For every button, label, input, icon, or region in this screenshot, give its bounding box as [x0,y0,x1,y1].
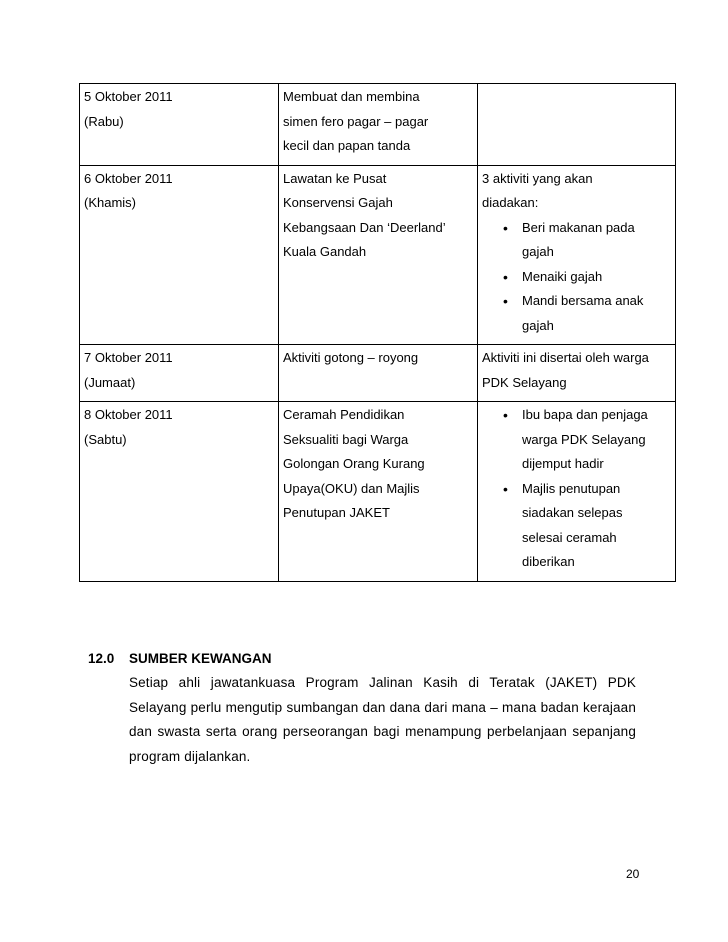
activity-line: Konservensi Gajah [283,195,393,210]
notes-line: PDK Selayang [482,374,567,390]
date-text: 6 Oktober 2011 [84,170,173,186]
section-sumber-kewangan [88,647,636,769]
list-item [482,289,671,338]
section-heading [88,647,636,671]
notes-cell [478,402,676,582]
activity-line: Golongan Orang Kurang [283,456,425,471]
list-item [482,477,671,575]
notes-line: 3 aktiviti yang akan [482,170,593,186]
activity-line: Lawatan ke Pusat [283,170,387,186]
bullet-line: warga PDK Selayang [522,431,646,447]
section-body: Setiap ahli jawatankuasa Program Jalinan Kasih di Teratak (JAKET) PDK Selayang perlu mengutip sumbangan dan dana dari mana – mana badan kerajaan dan swasta serta orang perseorangan bagi menampung perbelanjaan sepanjang program dijalankan. [129,675,636,764]
notes-bullet-list [482,403,671,575]
activity-line: simen fero pagar – pagar [283,113,429,129]
activity-line: kecil dan papan tanda [283,138,411,153]
list-item [482,265,671,290]
section-title: SUMBER KEWANGAN [129,651,272,666]
bullet-line: • Beri makanan pada [522,219,635,235]
date-text: 8 Oktober 2011 [84,407,173,422]
page-number: 20 [626,867,640,881]
date-text: 5 Oktober 2011 [84,89,173,104]
notes-line: Aktiviti ini disertai oleh warga [482,350,649,365]
activity-line: Ceramah Pendidikan [283,407,405,422]
activity-line: Membuat dan membina [283,89,420,104]
bullet-line: • Ibu bapa dan penjaga [522,407,648,422]
activity-line: Kebangsaan Dan ‘Deerland’ [283,219,446,235]
activity-line: Aktiviti gotong – royong [283,350,419,365]
date-cell [80,402,279,582]
day-text: (Khamis) [84,195,137,210]
activity-line: Upaya(OKU) dan Majlis [283,480,420,496]
list-item [482,403,671,477]
activity-cell [279,402,478,582]
bullet-line: gajah [522,317,554,333]
notes-cell [478,165,676,345]
bullet-line: • Majlis penutupan [522,480,621,496]
day-text: (Jumaat) [84,374,136,390]
bullet-line: gajah [522,244,554,259]
activity-line: Kuala Gandah [283,244,367,259]
table-row [80,345,676,402]
schedule-table-body [80,84,676,582]
notes-bullet-list [482,216,671,339]
date-cell [80,84,279,166]
date-cell [80,345,279,402]
activity-cell [279,345,478,402]
day-text: (Rabu) [84,113,124,129]
table-row [80,84,676,166]
day-text: (Sabtu) [84,431,127,447]
date-cell [80,165,279,345]
bullet-line: • Mandi bersama anak [522,293,644,308]
table-row [80,402,676,582]
bullet-line: siadakan selepas [522,505,623,520]
date-text: 7 Oktober 2011 [84,350,173,365]
notes-line: diadakan: [482,195,539,210]
bullet-line: • Menaiki gajah [522,268,603,284]
activity-cell [279,165,478,345]
activity-cell [279,84,478,166]
notes-cell [478,345,676,402]
table-row [80,165,676,345]
bullet-line: selesai ceramah [522,529,617,545]
section-number: 12.0 [88,651,115,666]
bullet-line: diberikan [522,554,575,569]
notes-cell [478,84,676,166]
bullet-line: dijemput hadir [522,456,604,471]
activity-line: Seksualiti bagi Warga [283,431,409,447]
schedule-table [79,83,676,582]
activity-line: Penutupan JAKET [283,505,390,520]
list-item [482,216,671,265]
